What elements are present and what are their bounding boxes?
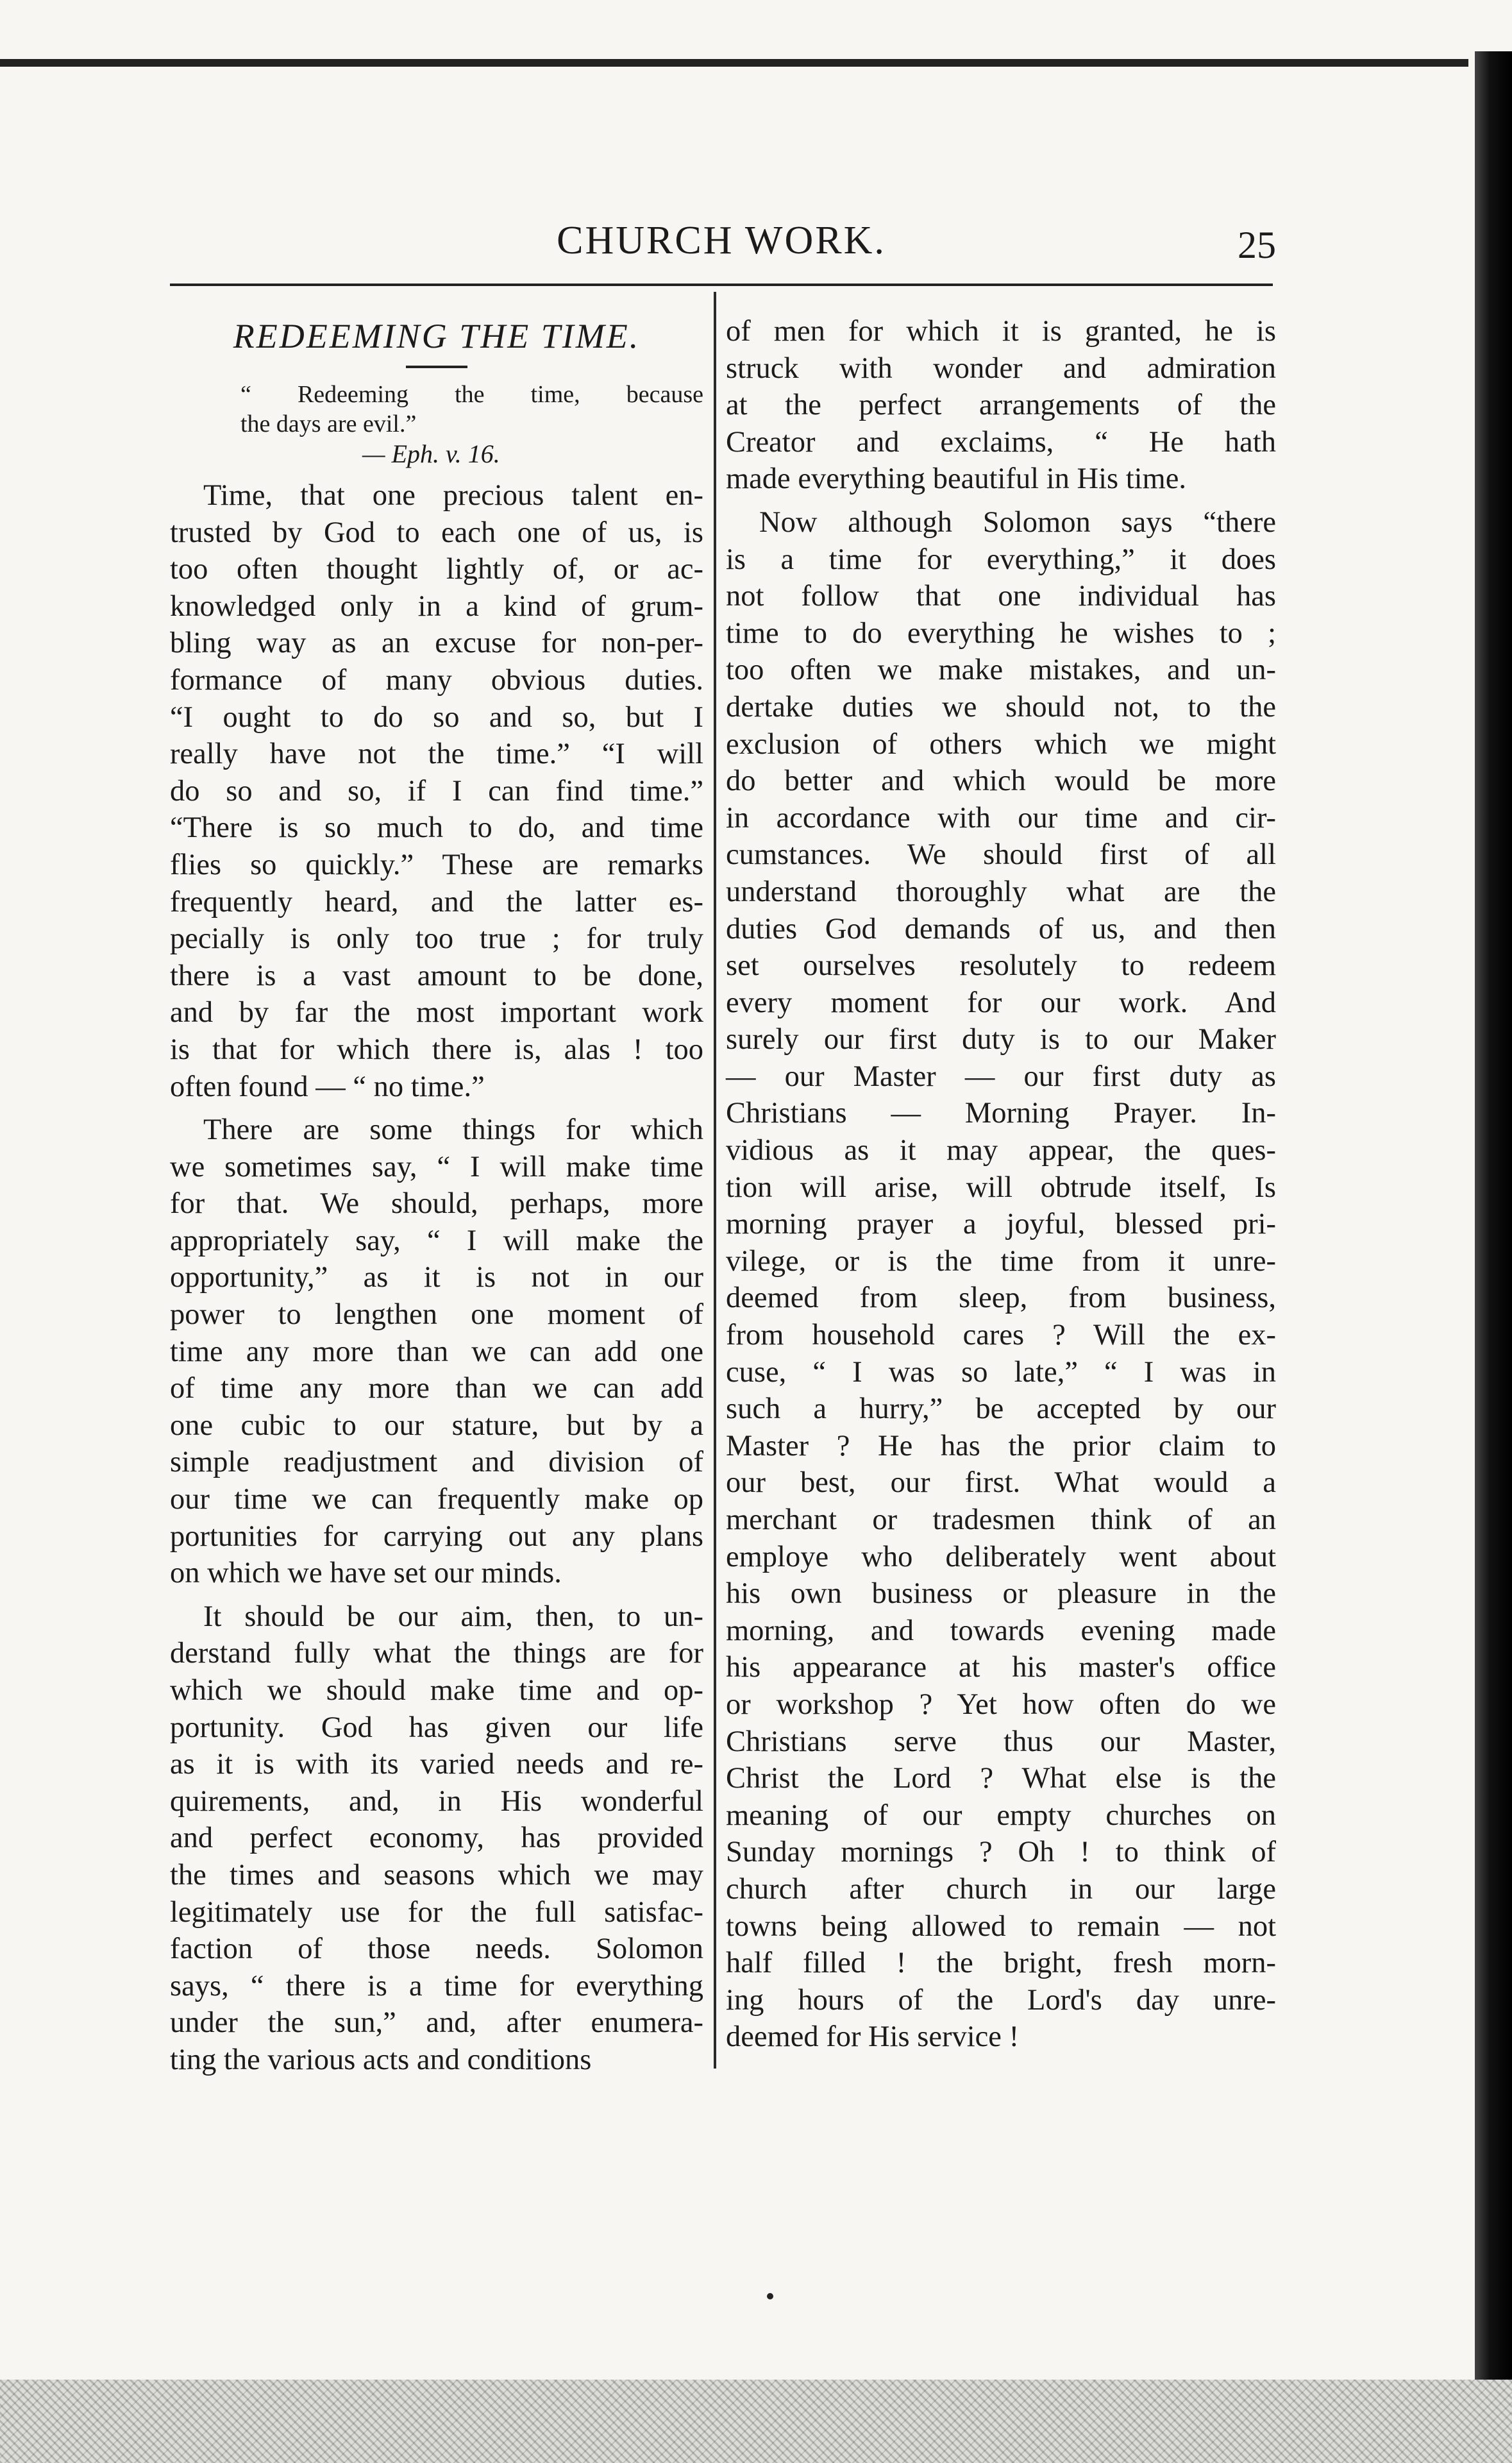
text-line: his appearance at his master's office xyxy=(726,1651,1276,1684)
text-line: portunities for carrying out any plans xyxy=(170,1519,703,1553)
text-line: portunity. God has given our life xyxy=(170,1711,703,1744)
text-line: Creator and exclaims, “ He hath xyxy=(726,425,1276,459)
paragraph xyxy=(170,1112,703,1592)
text-line: his own business or pleasure in the xyxy=(726,1577,1276,1611)
text-line: simple readjustment and division of xyxy=(170,1446,703,1479)
text-line: legitimately use for the full satisfac- xyxy=(170,1895,703,1929)
page-header xyxy=(167,218,1276,276)
text-line: frequently heard, and the latter es- xyxy=(170,885,703,918)
text-line: trusted by God to each one of us, is xyxy=(170,516,703,549)
text-line: Christians serve thus our Master, xyxy=(726,1725,1276,1758)
top-border-rule xyxy=(0,59,1468,67)
text-line: derstand fully what the things are for xyxy=(170,1637,703,1670)
text-line: there is a vast amount to be done, xyxy=(170,959,703,992)
title-rule xyxy=(406,366,467,368)
text-line: surely our first duty is to our Maker xyxy=(726,1023,1276,1056)
text-line: time any more than we can add one xyxy=(170,1335,703,1368)
text-line: morning, and towards evening made xyxy=(726,1614,1276,1647)
right-column-body xyxy=(726,313,1276,2056)
epigraph xyxy=(170,380,703,439)
page-edge-shadow xyxy=(1475,51,1512,2386)
paragraph xyxy=(170,1598,703,2079)
text-line: or workshop ? Yet how often do we xyxy=(726,1688,1276,1721)
text-line: our best, our first. What would a xyxy=(726,1466,1276,1500)
text-line: really have not the time.” “I will xyxy=(170,738,703,771)
text-line: do so and so, if I can find time.” xyxy=(170,774,703,808)
text-line: pecially is only too true ; for truly xyxy=(170,922,703,956)
text-line: time to do everything he wishes to ; xyxy=(726,616,1276,650)
epigraph-line: “ Redeeming the time, because xyxy=(240,381,703,408)
text-line: our time we can frequently make op xyxy=(170,1483,703,1516)
printer-mark xyxy=(767,2293,773,2299)
text-line: too often we make mistakes, and un- xyxy=(726,654,1276,687)
text-line: which we should make time and op- xyxy=(170,1674,703,1707)
text-line: set ourselves resolutely to redeem xyxy=(726,949,1276,983)
text-line: made everything beautiful in His time. xyxy=(726,462,1186,496)
text-line: bling way as an excuse for non-per- xyxy=(170,627,703,660)
epigraph-line: the days are evil.” xyxy=(240,410,417,437)
page-number: 25 xyxy=(1238,224,1276,266)
text-line: deemed from sleep, from business, xyxy=(726,1282,1276,1315)
text-line: “There is so much to do, and time xyxy=(170,811,703,845)
text-line: says, “ there is a time for everything xyxy=(170,1969,703,2002)
text-line: appropriately say, “ I will make the xyxy=(170,1224,703,1257)
text-line: not follow that one individual has xyxy=(726,580,1276,613)
text-line: quirements, and, in His wonderful xyxy=(170,1784,703,1818)
text-line: and perfect economy, has provided xyxy=(170,1822,703,1855)
text-line: merchant or tradesmen think of an xyxy=(726,1503,1276,1536)
text-line: for that. We should, perhaps, more xyxy=(170,1187,703,1221)
text-line: dertake duties we should not, to the xyxy=(726,690,1276,724)
paragraph xyxy=(726,313,1276,498)
text-line: “I ought to do so and so, but I xyxy=(170,700,703,734)
text-line: under the sun,” and, after enumera- xyxy=(170,2006,703,2040)
text-line: church after church in our large xyxy=(726,1872,1276,1906)
right-column xyxy=(726,313,1276,2062)
text-line: tion will arise, will obtrude itself, Is xyxy=(726,1171,1276,1204)
citation-text: — Eph. v. 16. xyxy=(362,439,500,468)
text-line: morning prayer a joyful, blessed pri- xyxy=(726,1208,1276,1241)
text-line: half filled ! the bright, fresh morn- xyxy=(726,1947,1276,1980)
text-line: such a hurry,” be accepted by our xyxy=(726,1392,1276,1426)
text-line: we sometimes say, “ I will make time xyxy=(170,1150,703,1183)
text-line: Time, that one precious talent en- xyxy=(203,479,703,512)
text-line: formance of many obvious duties. xyxy=(170,663,703,697)
paragraph xyxy=(726,504,1276,2056)
running-head: CHURCH WORK. xyxy=(557,219,886,262)
text-line: — our Master — our first duty as xyxy=(726,1060,1276,1093)
text-line: opportunity,” as it is not in our xyxy=(170,1261,703,1294)
epigraph-citation xyxy=(170,439,703,470)
article-title: REDEEMING THE TIME. xyxy=(233,317,641,355)
text-line: towns being allowed to remain — not xyxy=(726,1909,1276,1943)
text-line: the times and seasons which we may xyxy=(170,1858,703,1892)
text-line: struck with wonder and admiration xyxy=(726,351,1276,385)
text-line: understand thoroughly what are the xyxy=(726,875,1276,908)
text-line: vidious as it may appear, the ques- xyxy=(726,1134,1276,1167)
text-line: often found — “ no time.” xyxy=(170,1070,485,1103)
text-line: do better and which would be more xyxy=(726,765,1276,798)
text-line: duties God demands of us, and then xyxy=(726,912,1276,945)
text-line: Now although Solomon says “there xyxy=(759,505,1276,539)
text-line: is that for which there is, alas ! too xyxy=(170,1033,703,1066)
column-divider xyxy=(714,292,716,2069)
text-line: on which we have set our minds. xyxy=(170,1557,562,1590)
left-column xyxy=(170,313,703,2085)
text-line: power to lengthen one moment of xyxy=(170,1298,703,1332)
text-line: one cubic to our stature, but by a xyxy=(170,1409,703,1442)
header-rule xyxy=(170,284,1273,286)
text-line: from household cares ? Will the ex- xyxy=(726,1319,1276,1352)
text-line: is a time for everything,” it does xyxy=(726,543,1276,576)
text-line: every moment for our work. And xyxy=(726,986,1276,1019)
text-line: Christians — Morning Prayer. In- xyxy=(726,1097,1276,1130)
text-line: in accordance with our time and cir- xyxy=(726,801,1276,834)
text-line: of men for which it is granted, he is xyxy=(726,315,1276,348)
text-line: It should be our aim, then, to un- xyxy=(203,1600,703,1633)
text-line: employe who deliberately went about xyxy=(726,1540,1276,1573)
text-line: vilege, or is the time from it unre- xyxy=(726,1244,1276,1278)
text-line: ing hours of the Lord's day unre- xyxy=(726,1983,1276,2017)
text-line: meaning of our empty churches on xyxy=(726,1799,1276,1832)
text-line: knowledged only in a kind of grum- xyxy=(170,589,703,623)
text-line: There are some things for which xyxy=(203,1113,703,1147)
text-line: of time any more than we can add xyxy=(170,1372,703,1405)
text-line: cuse, “ I was so late,” “ I was in xyxy=(726,1355,1276,1389)
text-line: and by far the most important work xyxy=(170,996,703,1029)
text-line: deemed for His service ! xyxy=(726,2020,1020,2054)
text-line: as it is with its varied needs and re- xyxy=(170,1748,703,1781)
text-line: ting the various acts and conditions xyxy=(170,2043,592,2076)
text-line: Christ the Lord ? What else is the xyxy=(726,1762,1276,1795)
text-line: cumstances. We should first of all xyxy=(726,838,1276,872)
text-line: faction of those needs. Solomon xyxy=(170,1933,703,1966)
text-line: exclusion of others which we might xyxy=(726,727,1276,761)
scan-noise-strip xyxy=(0,2380,1512,2463)
left-column-body xyxy=(170,477,703,2079)
text-line: flies so quickly.” These are remarks xyxy=(170,848,703,881)
text-line: Master ? He has the prior claim to xyxy=(726,1429,1276,1462)
text-line: at the perfect arrangements of the xyxy=(726,389,1276,422)
paragraph xyxy=(170,477,703,1105)
text-line: Sunday mornings ? Oh ! to think of xyxy=(726,1836,1276,1869)
text-line: too often thought lightly of, or ac- xyxy=(170,553,703,586)
